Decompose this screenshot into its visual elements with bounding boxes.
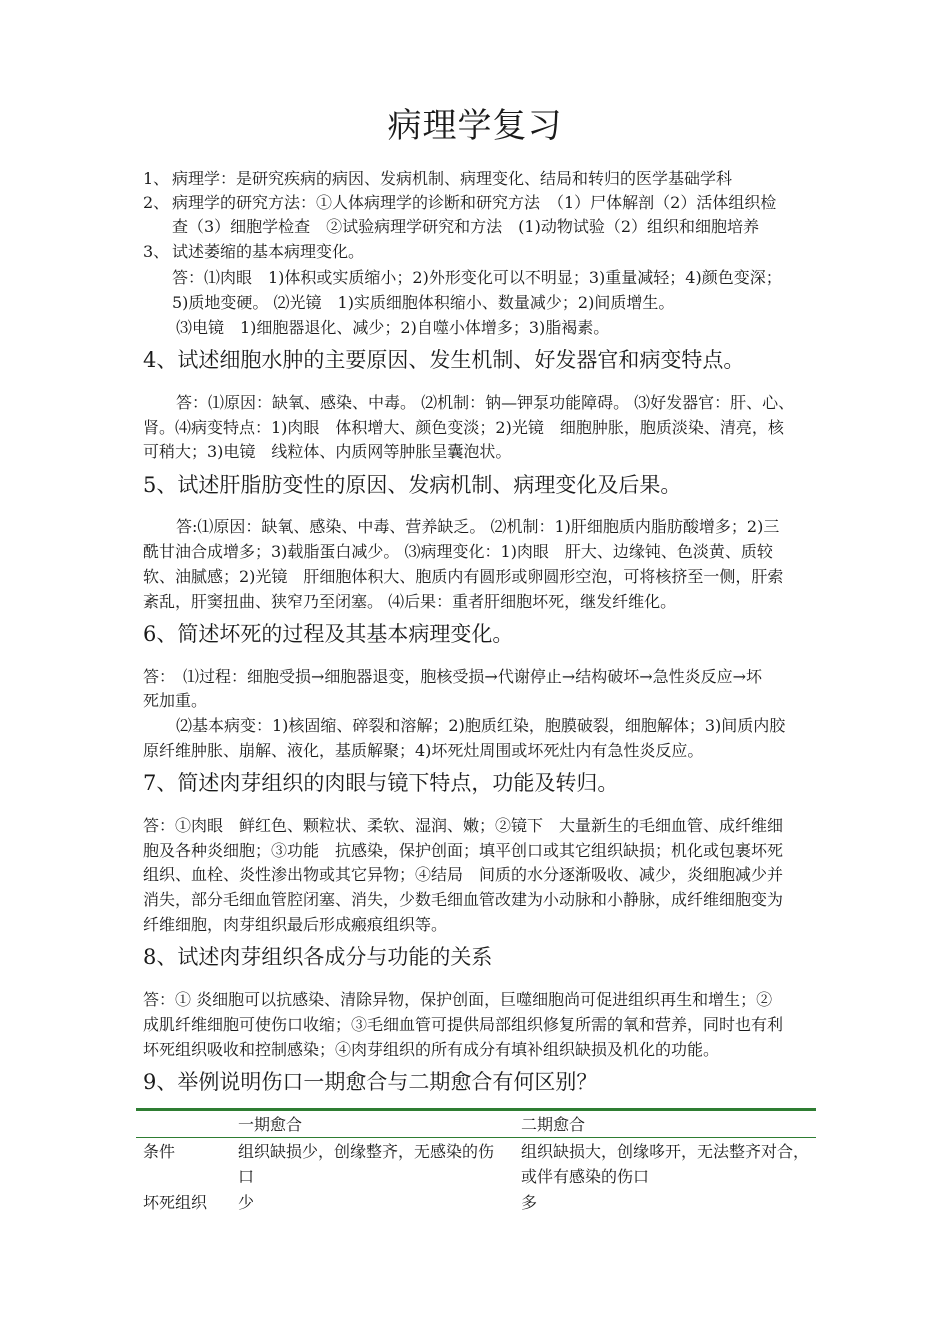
answer-7-line-3: 组织、血栓、炎性渗出物或其它异物；④结局 间质的水分逐渐吸收、减少，炎细胞减少并 [143,865,784,884]
section-heading-8: 8、试述肉芽组织各成分与功能的关系 [143,945,493,969]
table-header-rule [136,1137,816,1138]
item-2-line-1: 病理学的研究方法：①人体病理学的诊断和研究方法 （1）尸体解剖（2）活体组织检 [172,193,777,212]
item-number-2: 2、 [143,193,170,212]
answer-7-line-4: 消失，部分毛细血管腔闭塞、消失，少数毛细血管改建为小动脉和小静脉，成纤维细胞变为 [143,890,784,909]
answer-6-line-1: 答： ⑴过程：细胞受损→细胞器退变，胞核受损→代谢停止→结构破坏→急性炎反应→坏 [143,667,763,686]
table-cell-conditions-secondary-line-2: 或伴有感染的伤口 [521,1167,650,1186]
item-3-answer-line-1: 答：⑴肉眼 1)体积或实质缩小；2)外形变化可以不明显；3)重量减轻；4)颜色变深； [172,268,782,287]
answer-4-line-2: 肾。⑷病变特点：1)肉眼 体积增大、颜色变淡；2)光镜 细胞肿胀，胞质淡染、清亮，核 [143,418,784,437]
section-heading-4: 4、试述细胞水肿的主要原因、发生机制、好发器官和病变特点。 [143,348,745,372]
answer-5-line-1: 答:⑴原因：缺氧、感染、中毒、营养缺乏。 ⑵机制：1)肝细胞质内脂肪酸增多；2)三 [176,517,780,536]
answer-4-line-1: 答：⑴原因：缺氧、感染、中毒。 ⑵机制：钠—钾泵功能障碍。 ⑶好发器官：肝、心、 [176,393,795,412]
answer-8-line-3: 坏死组织吸收和控制感染；④肉芽组织的所有成分有填补组织缺损及机化的功能。 [143,1040,720,1059]
answer-6-line-3: ⑵基本病变：1)核固缩、碎裂和溶解；2)胞质红染，胞膜破裂，细胞解体；3)间质内胶 [176,716,786,735]
item-number-3: 3、 [143,242,170,261]
section-heading-6: 6、简述坏死的过程及其基本病理变化。 [143,622,514,646]
table-cell-conditions-primary-line-2: 口 [238,1167,255,1186]
table-cell-necrotic-primary: 少 [238,1193,255,1212]
section-heading-7: 7、简述肉芽组织的肉眼与镜下特点，功能及转归。 [143,771,619,795]
answer-6-line-2: 死加重。 [143,691,208,710]
table-row-label-conditions: 条件 [143,1142,176,1161]
answer-5-line-2: 酰甘油合成增多；3)载脂蛋白减少。 ⑶病理变化：1)肉眼 肝大、边缘钝、色淡黄、质较 [143,542,773,561]
table-cell-necrotic-secondary: 多 [521,1193,538,1212]
answer-5-line-3: 软、油腻感；2)光镜 肝细胞体积大、胞质内有圆形或卵圆形空泡，可将核挤至一侧，肝索 [143,567,784,586]
answer-6-line-4: 原纤维肿胀、崩解、液化，基质解聚；4)坏死灶周围或坏死灶内有急性炎反应。 [143,741,704,760]
item-1-text: 病理学：是研究疾病的病因、发病机制、病理变化、结局和转归的医学基础学科 [172,169,733,188]
answer-7-line-5: 纤维细胞，肉芽组织最后形成瘢痕组织等。 [143,915,448,934]
item-2-line-2: 查（3）细胞学检查 ②试验病理学研究和方法 (1)动物试验（2）组织和细胞培养 [172,217,760,236]
answer-7-line-2: 胞及各种炎细胞；③功能 抗感染，保护创面；填平创口或其它组织缺损；机化或包裹坏死 [143,841,784,860]
table-cell-conditions-secondary-line-1: 组织缺损大，创缘哆开，无法整齐对合， [521,1142,810,1161]
page-title: 病理学复习 [387,106,563,146]
section-heading-5: 5、试述肝脂肪变性的原因、发病机制、病理变化及后果。 [143,473,682,497]
answer-7-line-1: 答：①肉眼 鲜红色、颗粒状、柔软、湿润、嫩；②镜下 大量新生的毛细血管、成纤维细 [143,816,784,835]
answer-5-line-4: 紊乱，肝窦扭曲、狭窄乃至闭塞。 ⑷后果：重者肝细胞坏死，继发纤维化。 [143,592,677,611]
answer-4-line-3: 可稍大；3)电镜 线粒体、内质网等肿胀呈囊泡状。 [143,442,512,461]
item-3-answer-line-2: 5)质地变硬。 ⑵光镜 1)实质细胞体积缩小、数量减少；2)间质增生。 [172,293,675,312]
table-row-label-necrotic-tissue: 坏死组织 [143,1193,208,1212]
answer-8-line-2: 成肌纤维细胞可使伤口收缩；③毛细血管可提供局部组织修复所需的氧和营养，同时也有利 [143,1015,784,1034]
table-header-primary-healing: 一期愈合 [238,1115,303,1134]
table-cell-conditions-primary-line-1: 组织缺损少，创缘整齐，无感染的伤 [238,1142,495,1161]
item-3-answer-line-3: ⑶电镜 1)细胞器退化、减少；2)自噬小体增多；3)脂褐素。 [176,318,610,337]
answer-8-line-1: 答：① 炎细胞可以抗感染、清除异物，保护创面，巨噬细胞尚可促进组织再生和增生；② [143,990,773,1009]
table-header-secondary-healing: 二期愈合 [521,1115,586,1134]
section-heading-9: 9、举例说明伤口一期愈合与二期愈合有何区别？ [143,1070,598,1094]
item-number-1: 1、 [143,169,170,188]
item-3-question: 试述萎缩的基本病理变化。 [172,242,365,261]
table-top-rule [136,1108,816,1111]
